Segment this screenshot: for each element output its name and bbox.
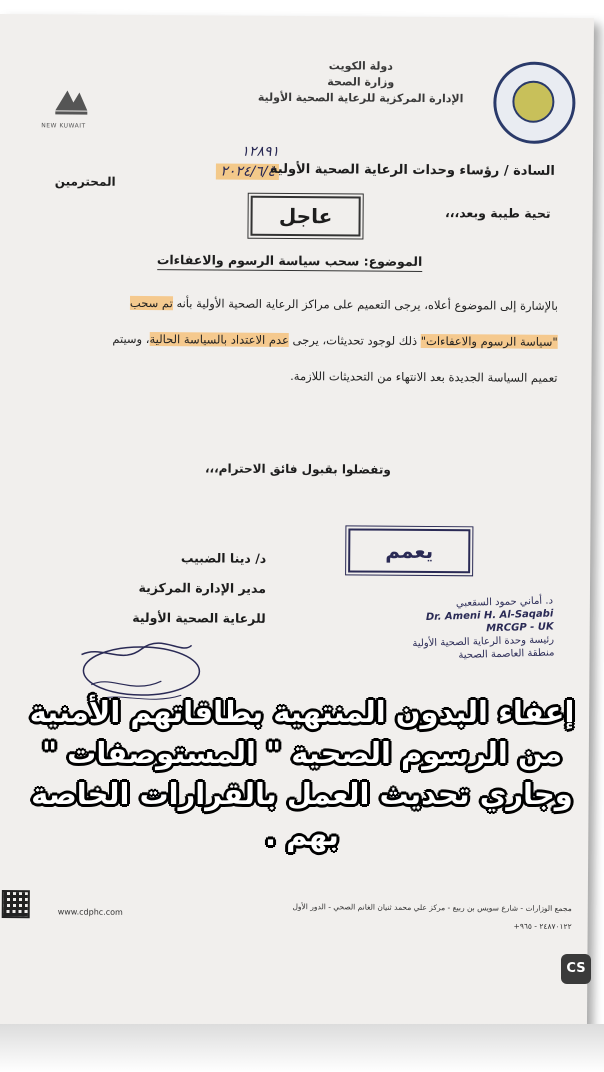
letterhead [258, 58, 464, 107]
letterhead-state: دولة الكويت [328, 59, 393, 73]
highlight-withdrawn: تم سحب [129, 295, 173, 311]
highlight-disregard: عدم الاعتداد بالسياسة الحالية [149, 332, 289, 348]
urgent-stamp: عاجل [250, 196, 360, 237]
body-line-2-post: ، وسيتم [112, 331, 150, 347]
subject-line: الموضوع: سحب سياسة الرسوم والاعفاءات [157, 252, 423, 272]
stamp-en-name: Dr. Ameni H. Al-Saqabi [425, 608, 554, 623]
circulate-stamp: يعمم [348, 528, 470, 573]
letterhead-department: الإدارة المركزية للرعاية الصحية الأولية [257, 90, 464, 106]
new-kuwait-logo-icon [51, 84, 91, 116]
reference-date: ٢٠٢٤/٦/٤ [216, 164, 279, 180]
ministry-seal-icon [493, 61, 576, 144]
respected-label: المحترمين [54, 174, 116, 189]
greeting: تحية طيبة وبعد،،، [444, 205, 551, 221]
new-kuwait-logo [41, 84, 111, 138]
new-kuwait-logo-text: NEW KUWAIT [41, 122, 86, 130]
overlay-caption: إعفاء البدون المنتهية بطاقاتهم الأمنية من الرسوم الصحية " المستوصفات " وجاري تحديث العمل بالقرارات الخاصة بهم . [29, 695, 575, 852]
body-line-1 [38, 284, 558, 324]
letter-paper [0, 14, 594, 1028]
body-line-1-text: بالإشارة إلى الموضوع أعلاه، يرجى التعميم على مراكز الرعاية الصحية الأولية بأنه [172, 296, 559, 313]
footer-url: www.cdphc.com [57, 907, 123, 917]
qr-code-icon [2, 890, 30, 918]
reference-box [109, 141, 279, 182]
letterhead-ministry: وزارة الصحة [327, 75, 395, 89]
body-line-3: تعميم السياسة الجديدة بعد الانتهاء من التحديثات اللازمة. [290, 369, 558, 385]
closing-line: وتفضلوا بقبول فائق الاحترام،،، [204, 461, 391, 477]
body-line-2 [38, 320, 558, 360]
stamp-ar-region: منطقة العاصمة الصحية [458, 647, 555, 662]
footer-phone: ٢٤٨٧٠١٢٢ - ٩٦٥+ [513, 921, 572, 932]
signatory-title-1: مدير الإدارة المركزية [138, 579, 267, 596]
camscanner-badge-icon: CS [561, 954, 591, 984]
stamp-ar-role: رئيسة وحدة الرعاية الصحية الأولية [412, 634, 555, 650]
signatory-block [56, 542, 267, 633]
body-line-2-mid: ذلك لوجود تحديثات، يرجى [288, 333, 421, 348]
signatory-title-2: للرعاية الصحية الأولية [132, 609, 266, 626]
footer-address-text: مجمع الوزارات - شارع سويس بن ربيع - مركز علي محمد ثنيان الغانم الصحي - الدور الأول [292, 902, 572, 914]
letter-body [37, 284, 558, 396]
footer-address [132, 897, 572, 936]
stamp-en-credentials: MRCGP - UK [486, 621, 554, 635]
official-stamp [353, 594, 555, 665]
stamp-ar-name: د. أماني حمود السقعبي [455, 595, 554, 610]
page-bottom-margin [0, 1024, 604, 1072]
highlight-policy-name: "سياسة الرسوم والاعفاءات" [420, 333, 558, 349]
reference-number: ١٢٨٩١ [241, 143, 280, 160]
addressee: السادة / رؤساء وحدات الرعاية الصحية الأولية [269, 161, 555, 179]
signatory-name: د/ دينا الضبيب [180, 550, 267, 566]
